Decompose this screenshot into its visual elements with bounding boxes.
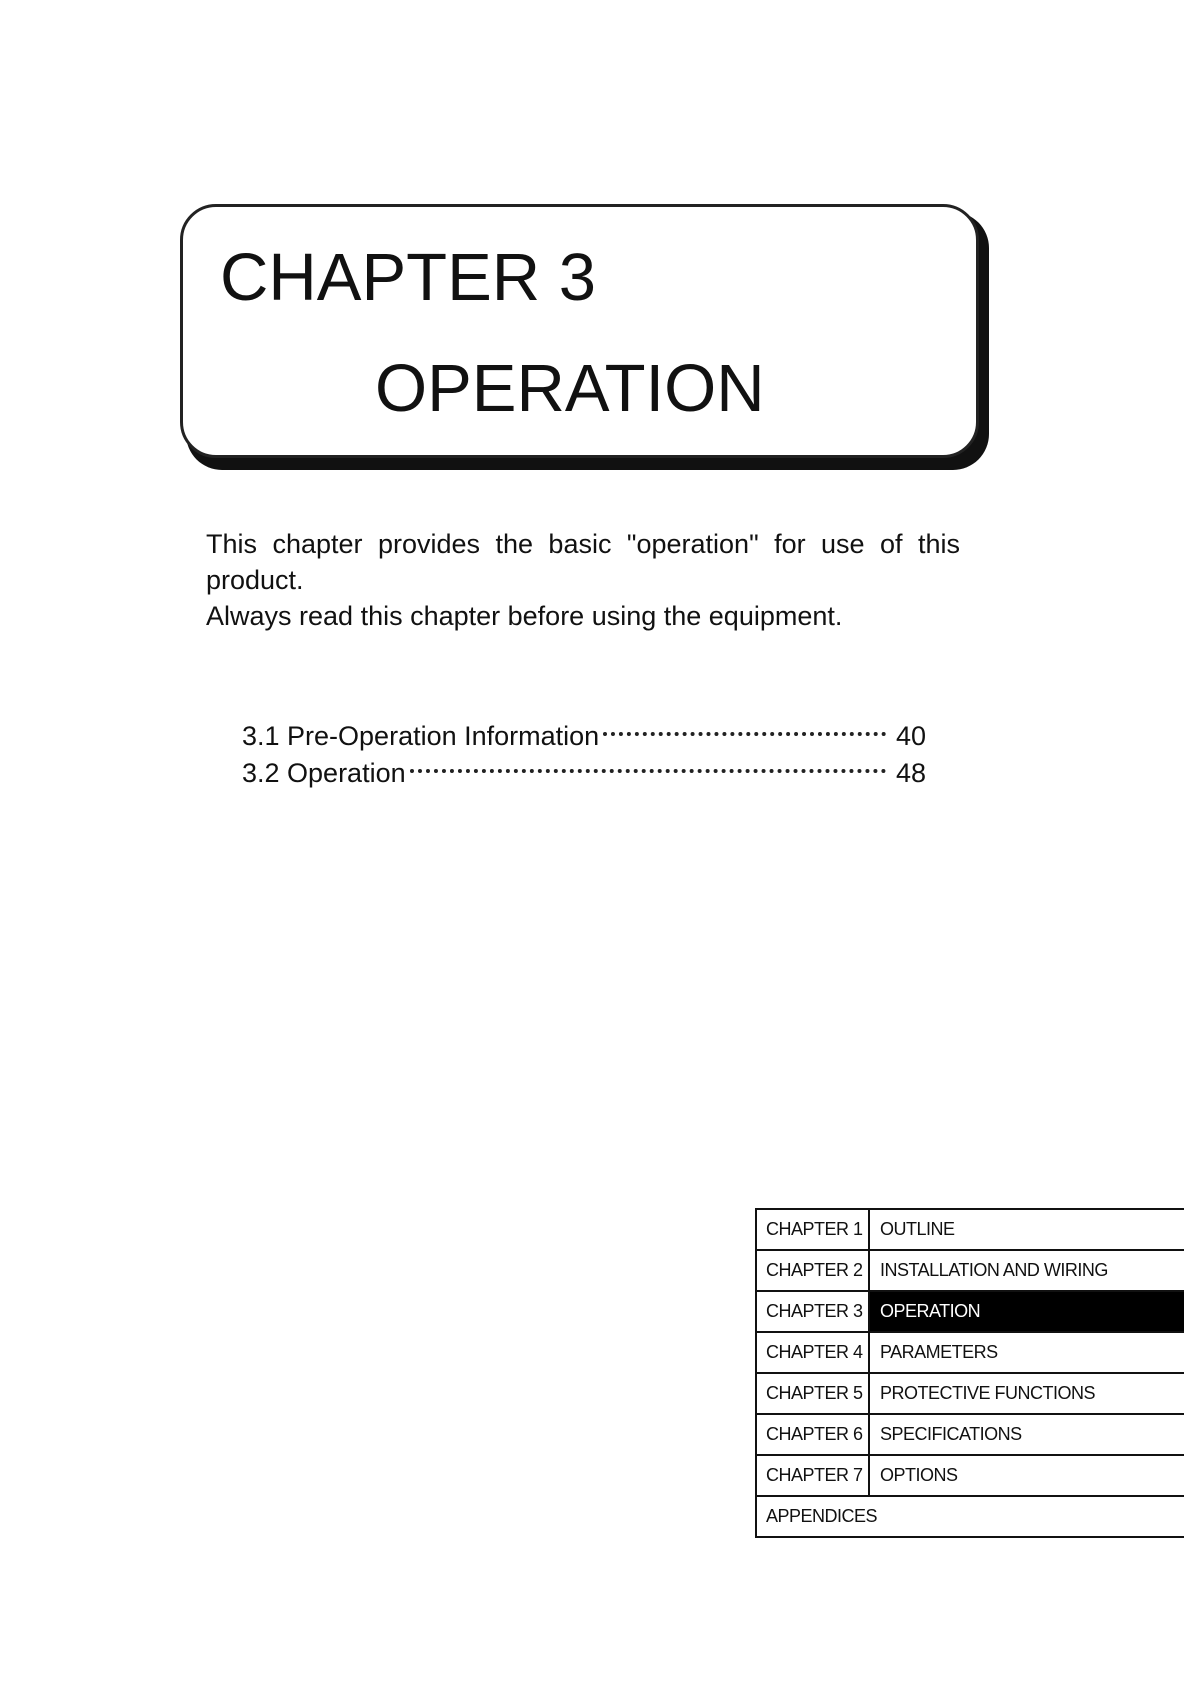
chapter-nav-item-appendices[interactable] xyxy=(757,1497,1184,1538)
chapter-name: OPERATION xyxy=(375,351,765,426)
chapter-nav-title: OPTIONS xyxy=(880,1465,958,1485)
toc-entry[interactable] xyxy=(242,755,926,792)
chapter-nav-item-7[interactable] xyxy=(757,1456,1184,1497)
chapter-nav-item-3-current[interactable] xyxy=(757,1292,1184,1333)
chapter-nav-label: CHAPTER 6 xyxy=(757,1415,870,1454)
chapter-number: CHAPTER 3 xyxy=(220,240,597,315)
table-of-contents xyxy=(242,718,926,792)
chapter-nav-title: PROTECTIVE FUNCTIONS xyxy=(880,1383,1096,1403)
toc-dot-leader xyxy=(603,732,886,736)
toc-entry-page: 40 xyxy=(895,721,926,751)
chapter-nav-label: CHAPTER 7 xyxy=(757,1456,870,1495)
chapter-nav-title: SPECIFICATIONS xyxy=(880,1424,1022,1444)
toc-entry[interactable] xyxy=(242,718,926,755)
chapter-nav-title-highlighted: OPERATION xyxy=(870,1292,1184,1331)
intro-paragraph: This chapter provides the basic "operation" for use of this product. xyxy=(206,529,960,595)
chapter-nav-label: CHAPTER 1 xyxy=(757,1210,870,1249)
toc-entry-title: 3.2 Operation xyxy=(242,758,406,788)
chapter-nav-title: PARAMETERS xyxy=(880,1342,998,1362)
chapter-nav-label: CHAPTER 2 xyxy=(757,1251,870,1290)
chapter-nav-label: APPENDICES xyxy=(766,1506,878,1526)
chapter-nav-item-1[interactable] xyxy=(757,1210,1184,1251)
chapter-navigation-index xyxy=(755,1208,1184,1538)
toc-entry-title: 3.1 Pre-Operation Information xyxy=(242,721,600,751)
intro-paragraph: Always read this chapter before using the equipment. xyxy=(206,601,843,631)
chapter-nav-item-5[interactable] xyxy=(757,1374,1184,1415)
chapter-nav-item-2[interactable] xyxy=(757,1251,1184,1292)
chapter-nav-label: CHAPTER 4 xyxy=(757,1333,870,1372)
toc-dot-leader xyxy=(410,769,886,773)
chapter-intro xyxy=(206,526,960,634)
chapter-nav-label: CHAPTER 5 xyxy=(757,1374,870,1413)
toc-entry-page: 48 xyxy=(895,758,926,788)
chapter-nav-item-6[interactable] xyxy=(757,1415,1184,1456)
chapter-nav-title: INSTALLATION AND WIRING xyxy=(880,1260,1108,1280)
chapter-nav-item-4[interactable] xyxy=(757,1333,1184,1374)
chapter-nav-title: OUTLINE xyxy=(880,1219,955,1239)
chapter-nav-label: CHAPTER 3 xyxy=(757,1292,870,1331)
